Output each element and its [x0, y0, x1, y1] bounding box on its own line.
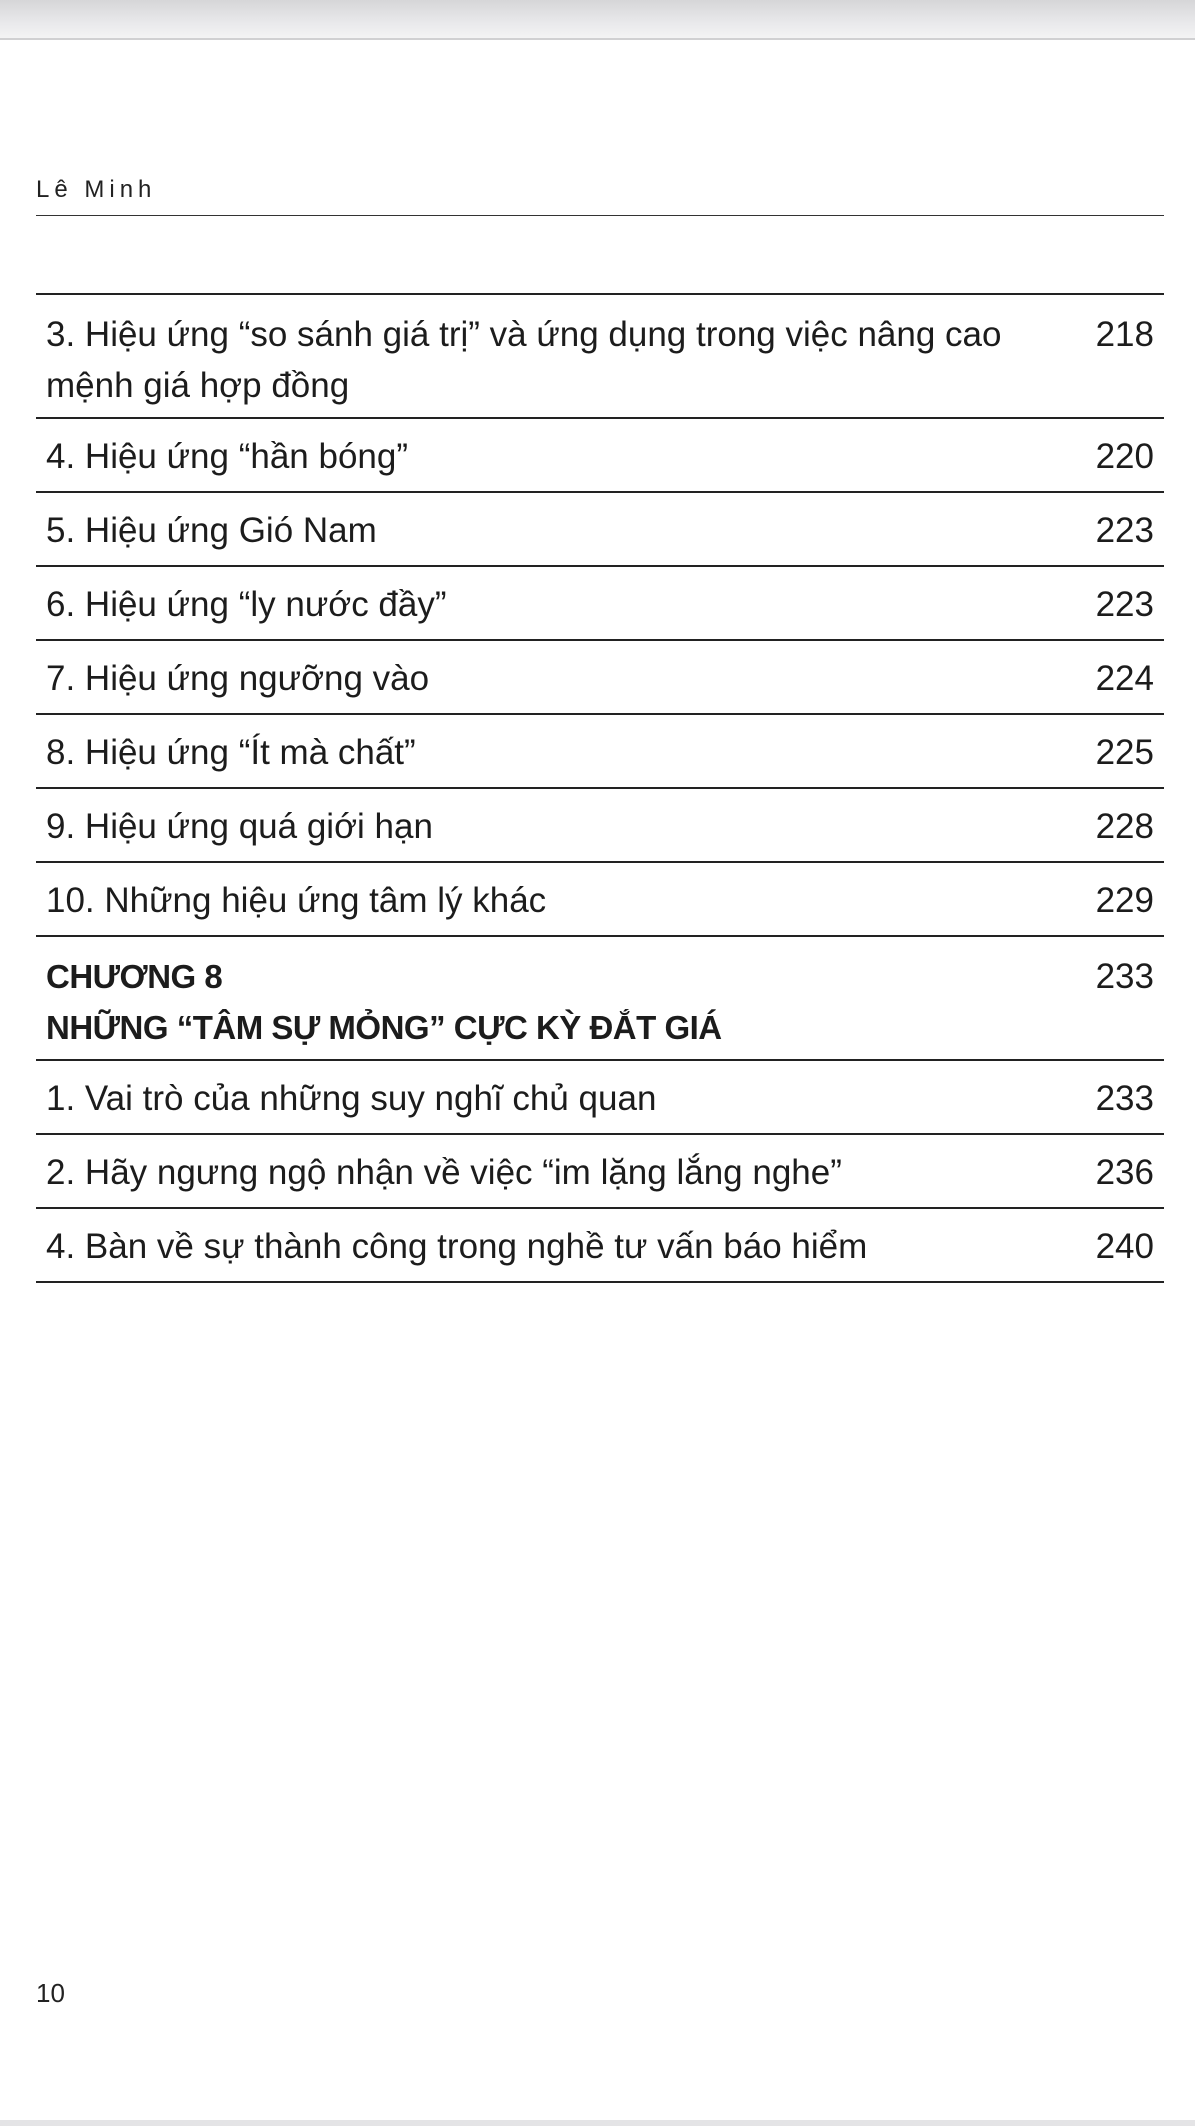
toc-entry-title: 4. Bàn về sự thành công trong nghề tư vấn báo hiểm: [46, 1227, 868, 1266]
toc-entry[interactable]: [36, 789, 1164, 863]
toc-entry-page: 233: [1095, 957, 1154, 996]
table-of-contents: [36, 293, 1164, 1283]
viewer-top-bar: [0, 0, 1195, 40]
toc-chapter-title: CHƯƠNG 8 NHỮNG “TÂM SỰ MỎNG” CỰC KỲ ĐẮT GIÁ: [46, 958, 722, 1046]
toc-entry-title: 3. Hiệu ứng “so sánh giá trị” và ứng dụng trong việc nâng cao mệnh giá hợp đồng: [46, 315, 1002, 405]
toc-entry-page: 229: [1095, 881, 1154, 920]
toc-entry[interactable]: [36, 295, 1164, 419]
toc-entry-title: 2. Hãy ngưng ngộ nhận về việc “im lặng lắng nghe”: [46, 1153, 842, 1192]
toc-entry-page: 225: [1095, 733, 1154, 772]
toc-entry[interactable]: [36, 419, 1164, 493]
toc-entry[interactable]: [36, 863, 1164, 937]
toc-entry-page: 224: [1095, 659, 1154, 698]
viewer-bottom-bar: [0, 2120, 1195, 2126]
toc-entry-title: 10. Những hiệu ứng tâm lý khác: [46, 881, 547, 920]
toc-entry-page: 240: [1095, 1227, 1154, 1266]
toc-entry-page: 218: [1095, 315, 1154, 354]
toc-entry-page: 236: [1095, 1153, 1154, 1192]
toc-entry[interactable]: [36, 1061, 1164, 1135]
toc-entry-title: 8. Hiệu ứng “Ít mà chất”: [46, 733, 416, 772]
toc-entry[interactable]: [36, 493, 1164, 567]
toc-entry[interactable]: [36, 567, 1164, 641]
toc-entry[interactable]: [36, 641, 1164, 715]
toc-entry-page: 223: [1095, 585, 1154, 624]
toc-entry-page: 233: [1095, 1079, 1154, 1118]
toc-entry-page: 220: [1095, 437, 1154, 476]
toc-chapter-heading[interactable]: [36, 937, 1164, 1061]
toc-entry-title: 6. Hiệu ứng “ly nước đầy”: [46, 585, 447, 624]
page-number: 10: [36, 1978, 65, 2008]
toc-entry-page: 228: [1095, 807, 1154, 846]
toc-entry-title: 7. Hiệu ứng ngưỡng vào: [46, 659, 430, 698]
toc-entry-title: 5. Hiệu ứng Gió Nam: [46, 511, 377, 550]
toc-entry[interactable]: [36, 1209, 1164, 1283]
toc-entry-page: 223: [1095, 511, 1154, 550]
toc-entry[interactable]: [36, 715, 1164, 789]
toc-entry-title: 4. Hiệu ứng “hần bóng”: [46, 437, 408, 476]
header-rule: [36, 215, 1164, 216]
toc-entry-title: 1. Vai trò của những suy nghĩ chủ quan: [46, 1079, 657, 1118]
running-header-author: Lê Minh: [36, 176, 157, 203]
toc-entry[interactable]: [36, 1135, 1164, 1209]
toc-entry-title: 9. Hiệu ứng quá giới hạn: [46, 807, 433, 846]
